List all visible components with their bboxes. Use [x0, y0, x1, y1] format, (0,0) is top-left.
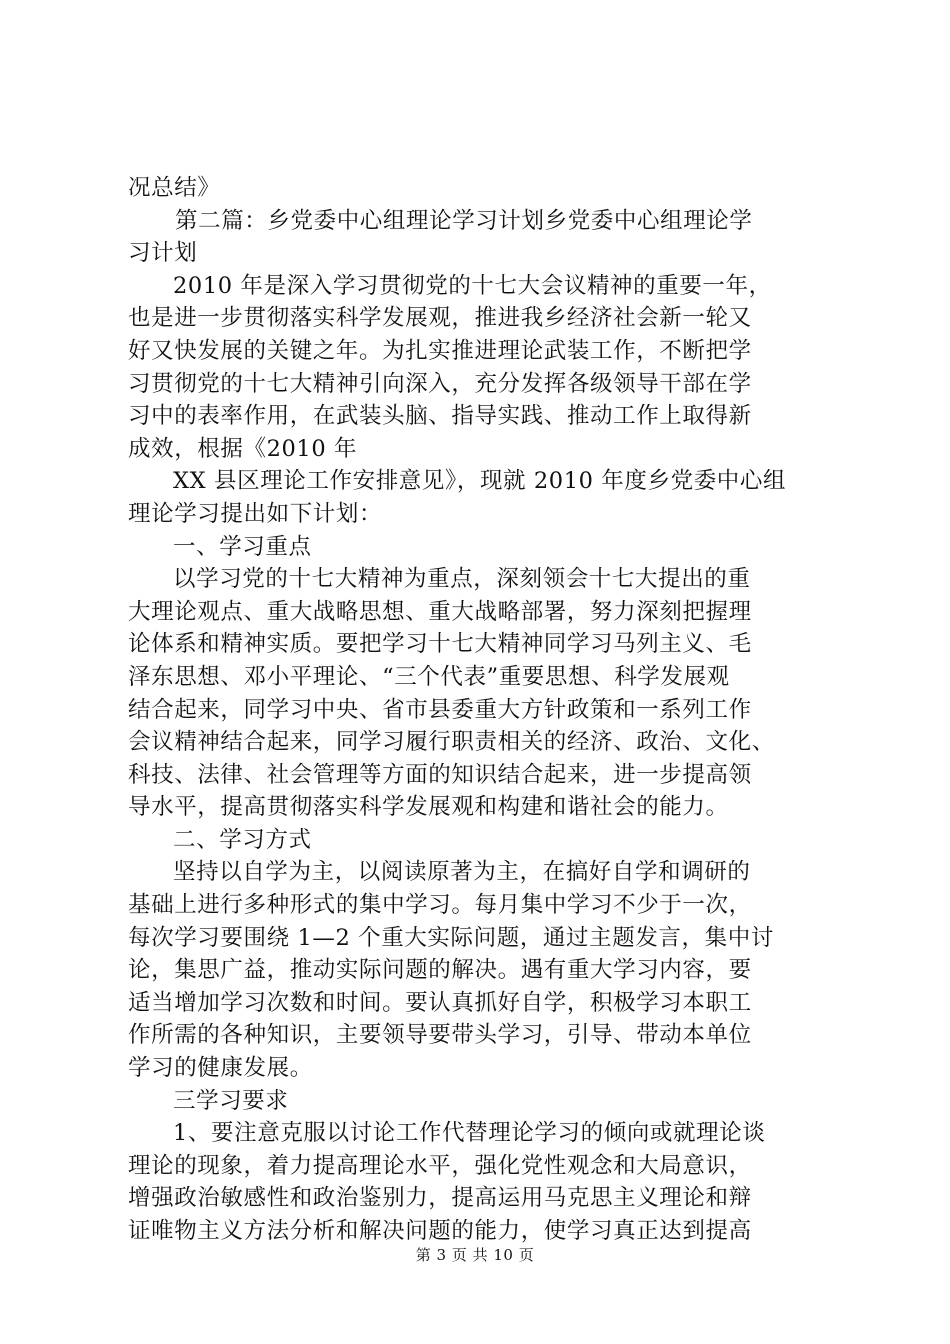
text-line: 适当增加学习次数和时间。要认真抓好自学，积极学习本职工	[128, 989, 752, 1016]
heading-line: 三学习要求	[173, 1087, 289, 1114]
paragraph-start-line: 1、要注意克服以讨论工作代替理论学习的倾向或就理论谈	[173, 1120, 766, 1147]
text-line: 导水平，提高贯彻落实科学发展观和构建和谐社会的能力。	[128, 794, 729, 821]
text-line: 理论学习提出如下计划：	[128, 500, 383, 527]
text-line: 理论的现象，着力提高理论水平，强化党性观念和大局意识，	[128, 1152, 752, 1179]
heading-line: 二、学习方式	[173, 826, 312, 853]
text-line: 成效，根据《2010 年	[128, 435, 358, 462]
text-line: 好又快发展的关键之年。为扎实推进理论武装工作，不断把学	[128, 337, 752, 364]
text-line: 论体系和精神实质。要把学习十七大精神同学习马列主义、毛	[128, 631, 752, 658]
heading-line: 一、学习重点	[173, 533, 312, 560]
text-line: 基础上进行多种形式的集中学习。每月集中学习不少于一次，	[128, 892, 752, 919]
text-line: 习计划	[128, 240, 198, 267]
text-line: 证唯物主义方法分析和解决问题的能力，使学习真正达到提高	[128, 1218, 752, 1244]
text-line: 大理论观点、重大战略思想、重大战略部署，努力深刻把握理	[128, 598, 752, 625]
document-body	[128, 172, 836, 1248]
paragraph-start-line: XX 县区理论工作安排意见》，现就 2010 年度乡党委中心组	[173, 468, 787, 495]
paragraph-start-line: 2010 年是深入学习贯彻党的十七大会议精神的重要一年，	[173, 272, 772, 299]
page-number-footer: 第 3 页 共 10 页	[415, 1246, 535, 1264]
text-line: 每次学习要围绕 1—2 个重大实际问题，通过主题发言，集中讨	[128, 924, 774, 951]
text-line: 结合起来，同学习中央、省市县委重大方针政策和一系列工作	[128, 696, 752, 723]
text-line: 习中的表率作用，在武装头脑、指导实践、推动工作上取得新	[128, 403, 752, 430]
text-line: 作所需的各种知识，主要领导要带头学习，引导、带动本单位	[128, 1022, 752, 1049]
text-line: 增强政治敏感性和政治鉴别力，提高运用马克思主义理论和辩	[128, 1185, 752, 1212]
paragraph-start-line: 坚持以自学为主，以阅读原著为主，在搞好自学和调研的	[173, 859, 751, 886]
section-title-line: 第二篇：乡党委中心组理论学习计划乡党委中心组理论学	[175, 207, 753, 234]
text-line: 也是进一步贯彻落实科学发展观，推进我乡经济社会新一轮又	[128, 305, 752, 332]
text-line: 科技、法律、社会管理等方面的知识结合起来，进一步提高领	[128, 761, 752, 788]
text-line: 论，集思广益，推动实际问题的解决。遇有重大学习内容，要	[128, 957, 752, 984]
text-line: 泽东思想、邓小平理论、“三个代表”重要思想、科学发展观	[128, 663, 730, 690]
text-line: 会议精神结合起来，同学习履行职责相关的经济、政治、文化、	[128, 729, 775, 756]
paragraph-start-line: 以学习党的十七大精神为重点，深刻领会十七大提出的重	[173, 566, 751, 593]
text-line: 学习的健康发展。	[128, 1055, 313, 1082]
text-line: 习贯彻党的十七大精神引向深入，充分发挥各级领导干部在学	[128, 370, 752, 397]
text-line: 况总结》	[128, 175, 221, 201]
